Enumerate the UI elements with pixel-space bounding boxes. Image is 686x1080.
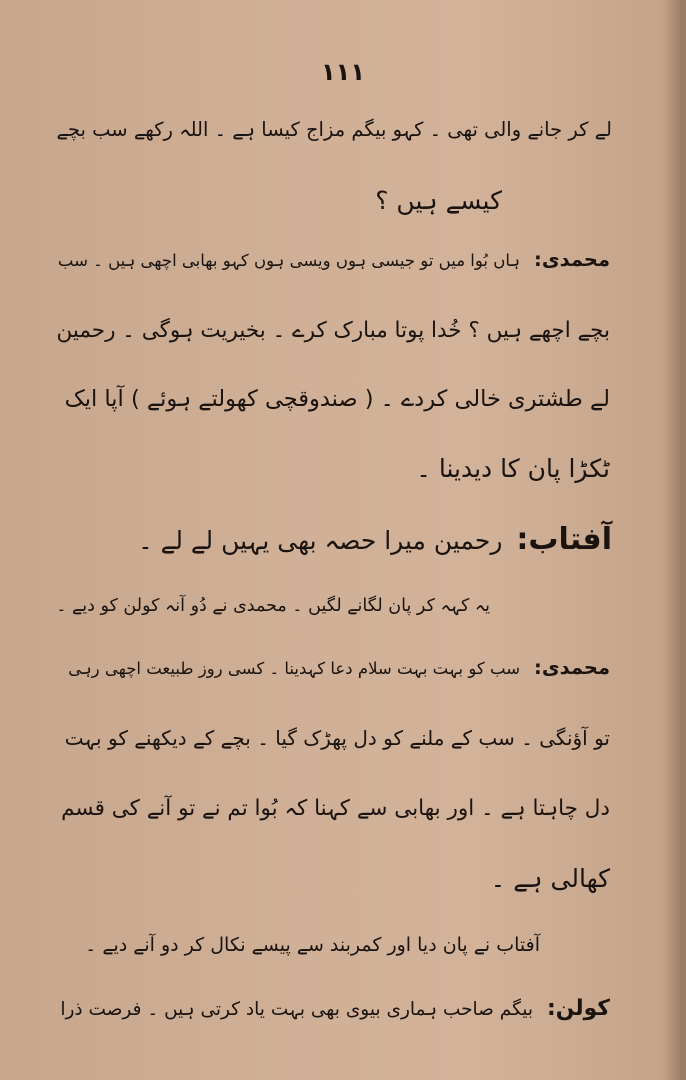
speaker-label: محمدی:: [534, 248, 610, 271]
line-text: دل چاہتا ہے ۔ اور بھابی سے کہنا کہ بُوا تم نے تو آنے کی قسم: [61, 796, 610, 821]
line-text: تو آؤنگی ۔ سب کے ملنے کو دل پھڑک گیا ۔ بچے کے دیکھنے کو بہت: [64, 726, 610, 750]
line-text: آفتاب نے پان دیا اور کمربند سے پیسے نکال کر دو آنے دیے ۔: [85, 934, 540, 956]
text-line-2: [375, 186, 502, 215]
stage-direction-2: [85, 934, 540, 956]
text-line-12: [491, 864, 610, 893]
speaker-label: محمدی:: [534, 656, 610, 679]
dialogue-line-7: [138, 522, 612, 557]
line-text: سب کو بہت بہت سلام دعا کہدینا ۔ کسی روز طبیعت اچھی رہی: [68, 659, 521, 678]
line-text: لے کر جانے والی تھی ۔ کہو بیگم مزاج کیسا ہے ۔ اللہ رکھے سب بچے: [56, 118, 612, 141]
speaker-label: کولن:: [547, 996, 610, 1021]
text-line-11: [61, 796, 610, 821]
dialogue-line-9: [68, 656, 610, 679]
dialogue-line-3: [58, 248, 610, 271]
line-text: یہ کہہ کر پان لگانے لگیں ۔ محمدی نے دُو آنہ کولن کو دیے ۔: [56, 596, 490, 616]
stage-direction-1: [56, 596, 490, 616]
text-line-1: [57, 118, 612, 141]
line-text: بچے اچھے ہیں ؟ خُدا پوتا مبارک کرے ۔ بخیریت ہوگی ۔ رحمین: [56, 318, 610, 343]
line-text: رحمین میرا حصہ بھی یہیں لے لے ۔: [138, 526, 503, 555]
line-text: ہاں بُوا میں تو جیسی ہوں ویسی ہوں کہو بھابی اچھی ہیں ۔ سب: [57, 251, 521, 270]
line-text: کھالی ہے ۔: [490, 864, 610, 893]
text-line-6: [416, 454, 610, 483]
line-text: ٹکڑا پان کا دیدینا ۔: [416, 454, 610, 483]
line-text: لے طشتری خالی کردے ۔ ( صندوقچی کھولتے ہوئے ) آپا ایک: [64, 386, 610, 412]
page-number: ۱۱۱: [321, 58, 365, 86]
dialogue-line-14: [60, 996, 610, 1021]
line-text: کیسے ہیں ؟: [375, 186, 502, 215]
text-line-4: [57, 318, 610, 343]
text-line-10: [65, 726, 610, 750]
speaker-label: آفتاب:: [516, 522, 612, 557]
text-line-5: [65, 386, 610, 412]
line-text: بیگم صاحب ہماری بیوی بھی بہت یاد کرتی ہیں ۔ فرصت ذرا: [60, 999, 534, 1020]
